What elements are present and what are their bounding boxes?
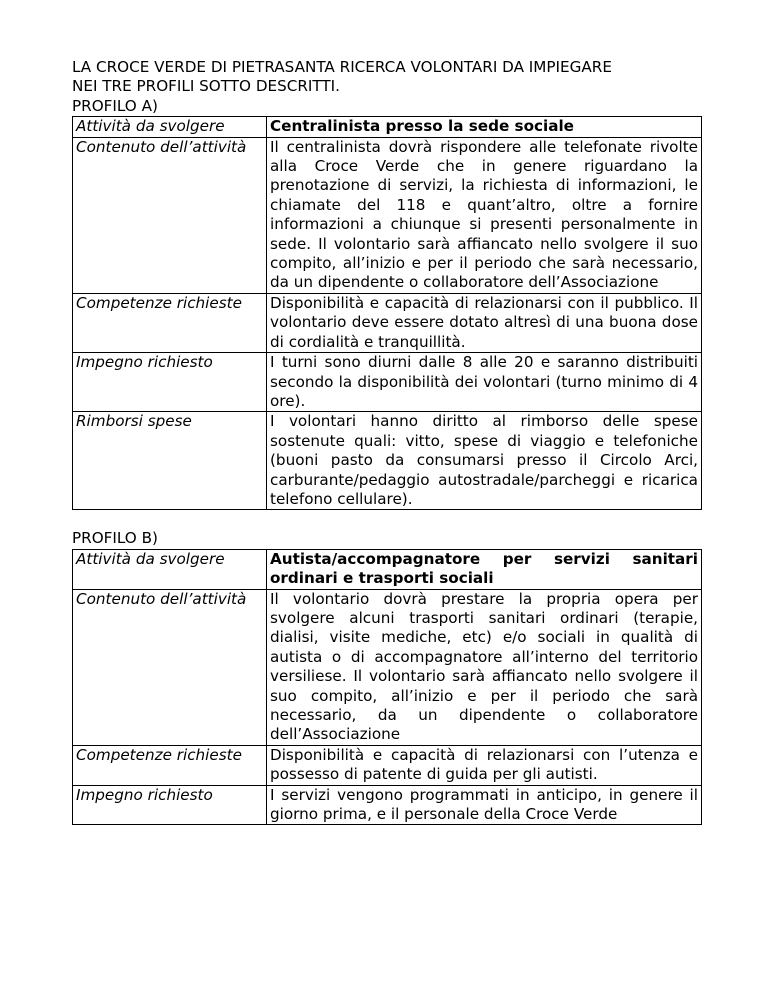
row-value: I servizi vengono programmati in anticipo, in genere il giorno prima, e il personale della Croce Verde	[267, 785, 702, 825]
profile-b-heading: PROFILO B)	[72, 529, 158, 548]
row-label: Contenuto dell’attività	[73, 589, 267, 745]
table-row	[73, 785, 702, 825]
profile-a-heading: PROFILO A)	[72, 96, 158, 115]
row-label: Impegno richiesto	[73, 785, 267, 825]
row-label: Competenze richieste	[73, 293, 267, 352]
row-value: Il volontario dovrà prestare la propria opera per svolgere alcuni trasporti sanitari ordinari (terapie, dialisi, visite mediche, etc) e/o sociali in qualità di autista o di accompagnatore all’interno del territorio versiliese. Il volontario sarà affiancato nello svolgere il suo compito, all’inizio e per il periodo che sarà necessario, da un dipendente o collaboratore dell’Associazione	[267, 589, 702, 745]
table-row	[73, 353, 702, 412]
intro-line-1: LA CROCE VERDE DI PIETRASANTA RICERCA VOLONTARI DA IMPIEGARE	[72, 58, 612, 76]
row-value: I volontari hanno diritto al rimborso delle spese sostenute quali: vitto, spese di viaggio e telefoniche (buoni pasto da consumarsi presso il Circolo Arci, carburante/pedaggio autostradale/parcheggi e ricarica telefono cellulare).	[267, 412, 702, 510]
row-label: Contenuto dell’attività	[73, 137, 267, 293]
row-value: Il centralinista dovrà rispondere alle telefonate rivolte alla Croce Verde che in genere riguardano la prenotazione di servizi, la richiesta di informazioni, le chiamate del 118 e quant’altro, oltre a fornire informazioni a chiunque si presenti personalmente in sede. Il volontario sarà affiancato nello svolgere il suo compito, all’inizio e per il periodo che sarà necessario, da un dipendente o collaboratore dell’Associazione	[267, 137, 702, 293]
row-label: Attività da svolgere	[73, 117, 267, 137]
row-label: Attività da svolgere	[73, 549, 267, 589]
table-row	[73, 293, 702, 352]
table-row	[73, 117, 702, 137]
table-row	[73, 137, 702, 293]
row-value: Autista/accompagnatore per servizi sanitari ordinari e trasporti sociali	[267, 549, 702, 589]
row-value: I turni sono diurni dalle 8 alle 20 e saranno distribuiti secondo la disponibilità dei volontari (turno minimo di 4 ore).	[267, 353, 702, 412]
table-row	[73, 589, 702, 745]
row-value: Centralinista presso la sede sociale	[267, 117, 702, 137]
table-row	[73, 549, 702, 589]
profile-a-table	[72, 116, 702, 510]
profile-b-table	[72, 549, 702, 826]
row-value: Disponibilità e capacità di relazionarsi con il pubblico. Il volontario deve essere dotato altresì di una buona dose di cordialità e tranquillità.	[267, 293, 702, 352]
table-row	[73, 745, 702, 785]
section-spacer	[72, 510, 702, 529]
row-label: Rimborsi spese	[73, 412, 267, 510]
row-label: Competenze richieste	[73, 745, 267, 785]
intro-line-2: NEI TRE PROFILI SOTTO DESCRITTI.	[72, 77, 340, 96]
intro-paragraph	[72, 58, 702, 97]
table-row	[73, 412, 702, 510]
row-label: Impegno richiesto	[73, 353, 267, 412]
row-value: Disponibilità e capacità di relazionarsi con l’utenza e possesso di patente di guida per gli autisti.	[267, 745, 702, 785]
document-page	[72, 58, 702, 825]
